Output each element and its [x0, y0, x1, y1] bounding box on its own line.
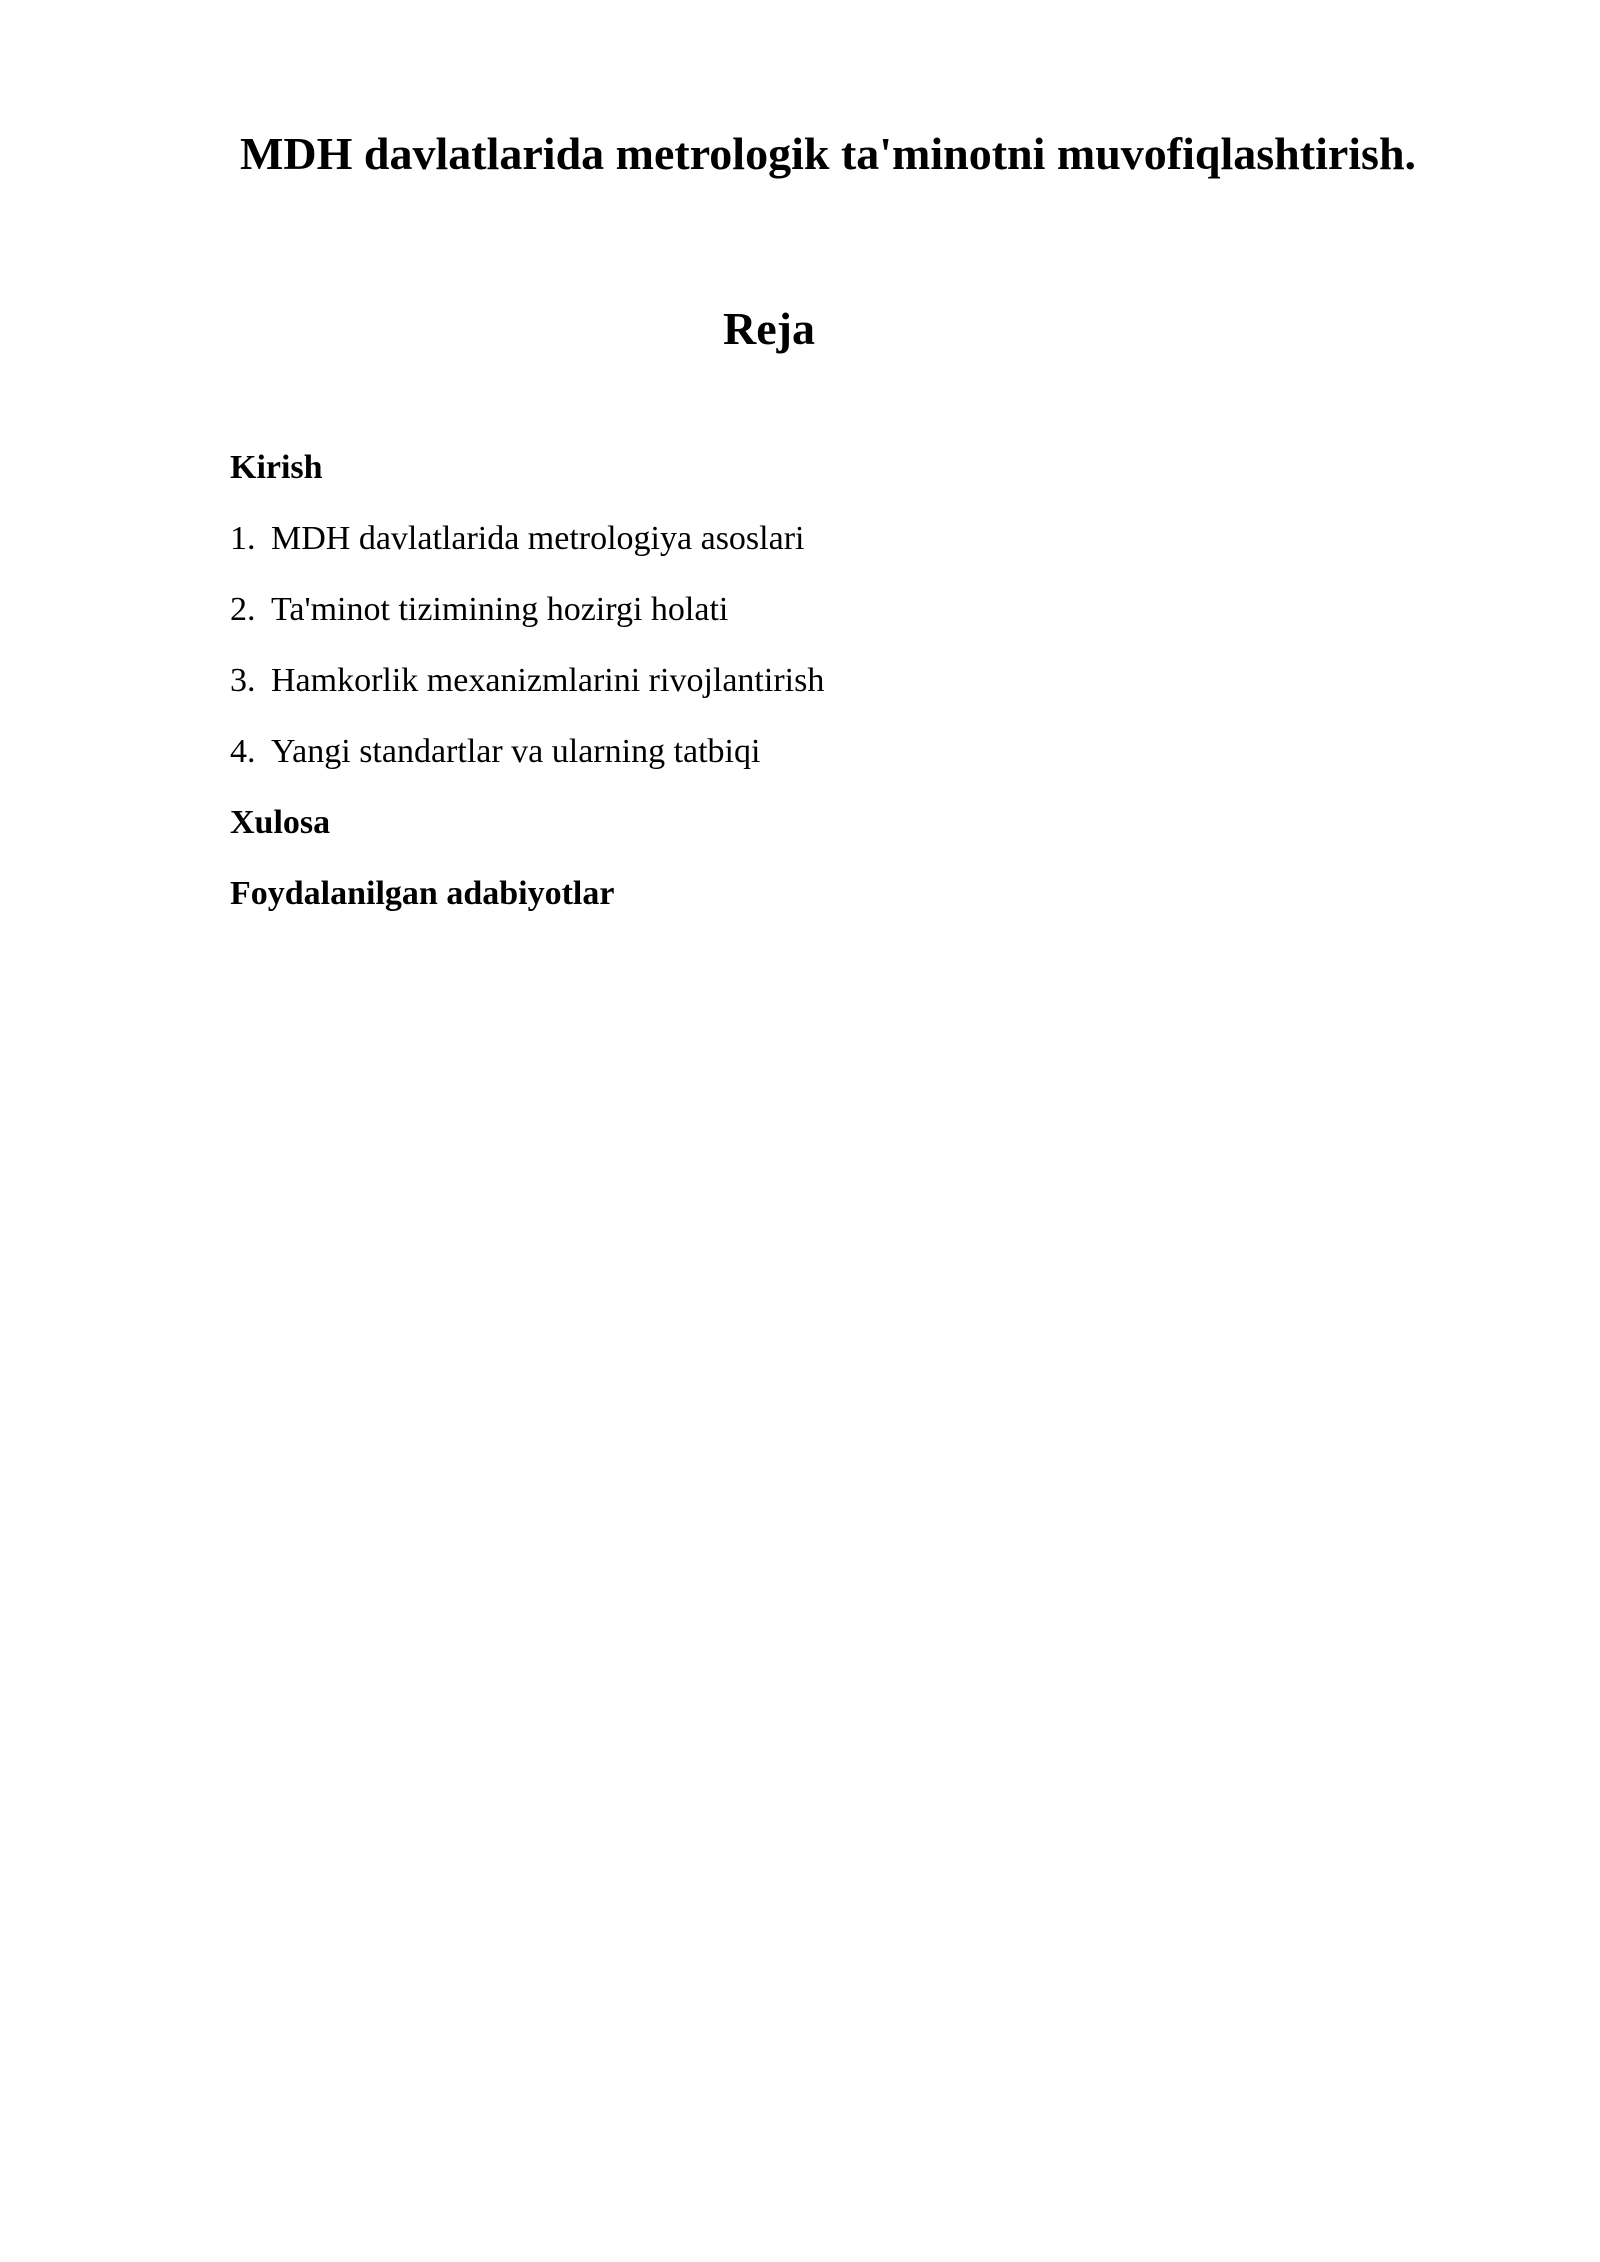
plan-intro: Kirish [230, 449, 323, 486]
plan-item-text: MDH davlatlarida metrologiya asoslari [271, 520, 805, 557]
document-title: MDH davlatlarida metrologik ta'minotni muvofiqlashtirish. [240, 128, 1417, 179]
plan-references: Foydalanilgan adabiyotlar [230, 875, 615, 912]
plan-item-number: 2. [230, 591, 256, 628]
plan-item-number: 4. [230, 733, 256, 770]
plan-heading: Reja [723, 303, 815, 354]
plan-item-number: 1. [230, 520, 256, 557]
plan-item-3 [230, 659, 1430, 730]
plan-item-number: 3. [230, 662, 256, 699]
plan-item-text: Ta'minot tizimining hozirgi holati [271, 591, 729, 628]
plan-item-2 [230, 588, 1430, 659]
plan-item-text: Yangi standartlar va ularning tatbiqi [271, 733, 761, 770]
plan-conclusion: Xulosa [230, 804, 331, 841]
plan-item-text: Hamkorlik mexanizmlarini rivojlantirish [271, 662, 825, 699]
plan-item-1 [230, 517, 1430, 588]
plan-item-4 [230, 730, 1430, 801]
plan-list [230, 446, 1430, 943]
